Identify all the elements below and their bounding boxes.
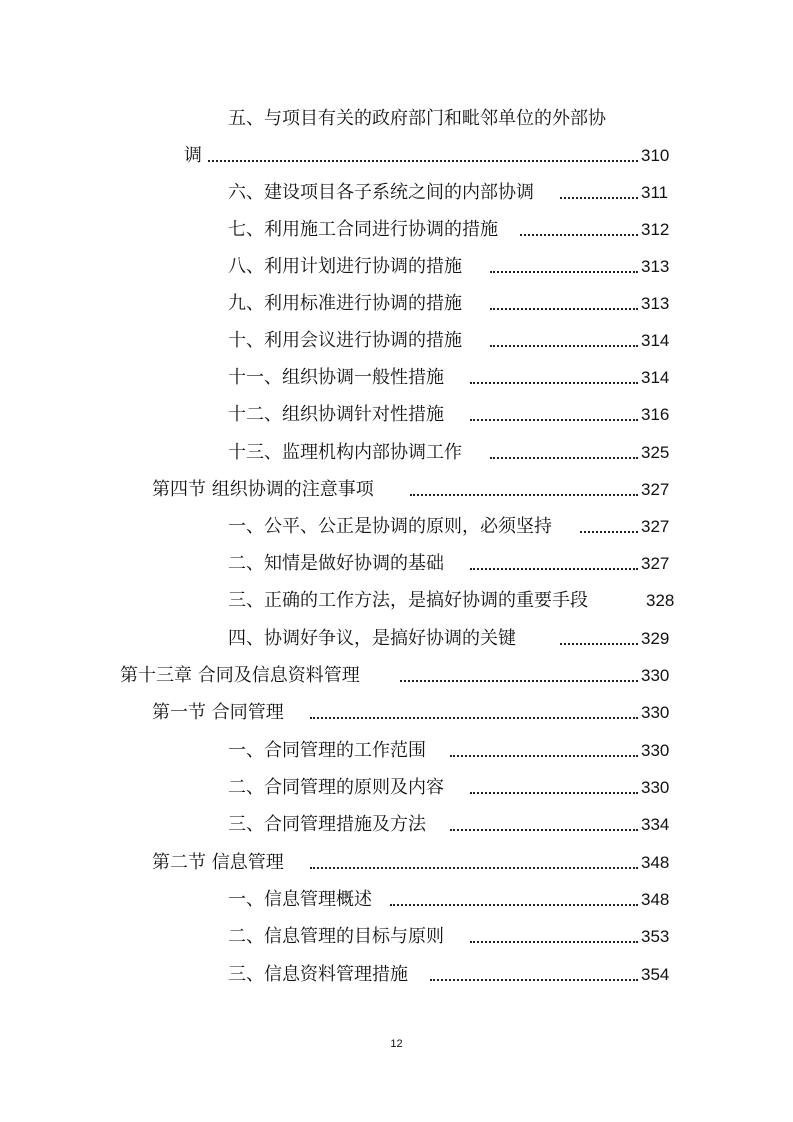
toc-leader	[470, 568, 638, 570]
toc-leader	[208, 160, 638, 162]
toc-entry-page: 353	[641, 927, 670, 946]
toc-entry[interactable]	[0, 289, 793, 319]
toc-entry-title: 十、利用会议进行协调的措施	[228, 326, 464, 356]
toc-entry-page: 325	[641, 443, 670, 462]
toc-entry-title: 二、知情是做好协调的基础	[228, 549, 446, 579]
toc-leader	[560, 197, 638, 199]
toc-entry-page: 334	[641, 815, 670, 834]
toc-leader	[490, 457, 638, 459]
toc-entry-page: 314	[641, 368, 670, 387]
toc-leader	[560, 643, 638, 645]
toc-entry[interactable]	[0, 549, 793, 579]
toc-entry-page: 310	[641, 146, 670, 165]
toc-leader	[520, 234, 638, 236]
toc-entry[interactable]	[0, 773, 793, 803]
toc-leader	[490, 345, 638, 347]
toc-entry-title: 三、合同管理措施及方法	[228, 810, 428, 840]
toc-entry-title: 六、建设项目各子系统之间的内部协调	[228, 178, 536, 208]
toc-leader	[490, 308, 638, 310]
toc-leader	[470, 792, 638, 794]
toc-entry[interactable]	[0, 141, 793, 171]
toc-entry-page: 327	[641, 480, 670, 499]
toc-entry-page: 314	[641, 331, 670, 350]
toc-entry-page: 311	[641, 183, 669, 202]
toc-entry-page: 316	[641, 405, 670, 424]
toc-entry-title: 第一节 合同管理	[152, 698, 286, 728]
toc-section-entry[interactable]	[0, 848, 793, 878]
toc-entry-page: 327	[641, 554, 670, 573]
toc-leader	[470, 419, 638, 421]
toc-entry-title: 十一、组织协调一般性措施	[228, 363, 446, 393]
page-number: 12	[390, 1038, 403, 1050]
toc-chapter-entry[interactable]	[0, 661, 793, 691]
toc-section-entry[interactable]	[0, 475, 793, 505]
toc-entry-page: 330	[641, 778, 670, 797]
toc-entry[interactable]	[0, 363, 793, 393]
toc-entry-page: 329	[641, 629, 670, 648]
toc-entry[interactable]	[0, 512, 793, 542]
toc-entry-page: 330	[641, 666, 670, 685]
toc-entry[interactable]	[0, 810, 793, 840]
toc-leader	[580, 531, 638, 533]
toc-entry-title: 七、利用施工合同进行协调的措施	[228, 215, 500, 245]
toc-entry[interactable]	[0, 922, 793, 952]
toc-entry[interactable]	[0, 960, 793, 990]
toc-entry-title: 一、公平、公正是协调的原则，必须坚持	[228, 512, 554, 542]
toc-entry-title: 一、信息管理概述	[228, 885, 374, 915]
toc-entry-page: 313	[641, 294, 670, 313]
toc-entry-title: 九、利用标准进行协调的措施	[228, 289, 464, 319]
toc-entry-title: 二、合同管理的原则及内容	[228, 773, 446, 803]
toc-entry[interactable]	[0, 104, 793, 134]
toc-entry[interactable]	[0, 252, 793, 282]
toc-leader	[430, 979, 638, 981]
toc-entry[interactable]	[0, 326, 793, 356]
toc-entry-title: 五、与项目有关的政府部门和毗邻单位的外部协	[228, 104, 608, 134]
toc-entry-page: 348	[641, 853, 670, 872]
toc-entry-page: 327	[641, 517, 670, 536]
toc-entry-page: 312	[641, 220, 670, 239]
toc-entry[interactable]	[0, 885, 793, 915]
toc-leader	[400, 680, 638, 682]
toc-leader	[450, 755, 638, 757]
toc-entry-page: 328	[646, 591, 675, 610]
toc-entry-page: 354	[641, 965, 670, 984]
toc-leader	[310, 867, 638, 869]
toc-entry-page: 330	[641, 703, 670, 722]
toc-entry-page: 348	[641, 890, 670, 909]
toc-entry-title: 第四节 组织协调的注意事项	[152, 475, 376, 505]
toc-entry-title: 二、信息管理的目标与原则	[228, 922, 446, 952]
toc-leader	[470, 382, 638, 384]
toc-entry-title: 第二节 信息管理	[152, 848, 286, 878]
toc-entry-title: 十三、监理机构内部协调工作	[228, 438, 464, 468]
toc-leader	[470, 941, 638, 943]
toc-entry-title: 十二、组织协调针对性措施	[228, 400, 446, 430]
toc-leader	[490, 271, 638, 273]
toc-entry-title: 八、利用计划进行协调的措施	[228, 252, 464, 282]
toc-leader	[390, 904, 638, 906]
toc-entry-title: 四、协调好争议，是搞好协调的关键	[228, 624, 518, 654]
toc-entry[interactable]	[0, 178, 793, 208]
toc-section-entry[interactable]	[0, 698, 793, 728]
toc-leader	[310, 717, 638, 719]
toc-entry-title: 三、信息资料管理措施	[228, 960, 410, 990]
toc-entry-title: 三、正确的工作方法，是搞好协调的重要手段	[228, 586, 588, 616]
toc-entry[interactable]	[0, 438, 793, 468]
toc-entry[interactable]	[0, 624, 793, 654]
toc-entry[interactable]	[0, 400, 793, 430]
toc-entry-title: 一、合同管理的工作范围	[228, 736, 428, 766]
toc-entry[interactable]	[0, 586, 793, 616]
toc-entry-title: 第十三章 合同及信息资料管理	[120, 661, 362, 691]
toc-leader	[410, 494, 638, 496]
toc-entry[interactable]	[0, 736, 793, 766]
toc-entry[interactable]	[0, 215, 793, 245]
toc-entry-title: 调	[184, 141, 204, 171]
toc-entry-page: 330	[641, 741, 670, 760]
toc-entry-page: 313	[641, 257, 670, 276]
toc-leader	[450, 829, 638, 831]
